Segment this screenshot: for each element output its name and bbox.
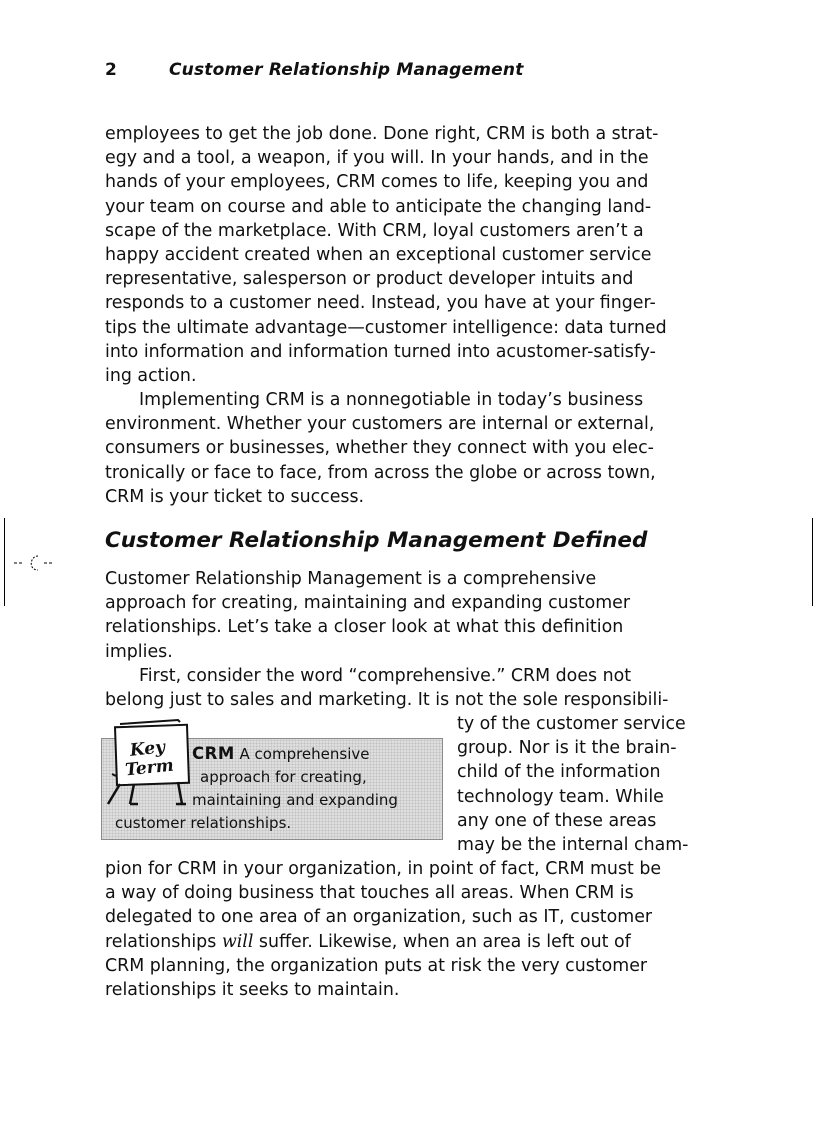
text-line: egy and a tool, a weapon, if you will. In your hands, and in the bbox=[105, 148, 649, 169]
running-head bbox=[105, 60, 524, 80]
emphasis-before: relationships bbox=[105, 931, 222, 952]
paragraph-intro bbox=[105, 122, 667, 509]
emphasis-word: will bbox=[221, 931, 254, 952]
text-line: employees to get the job done. Done right, CRM is both a strat- bbox=[105, 124, 659, 144]
text-line: relationships. Let’s take a closer look at what this definition bbox=[105, 617, 624, 638]
text-line: delegated to one area of an organization, such as IT, customer bbox=[105, 907, 653, 928]
text-line: pion for CRM in your organization, in point of fact, CRM must be bbox=[105, 859, 662, 879]
crop-mark-right bbox=[812, 518, 813, 606]
text-line: responds to a customer need. Instead, you have at your finger- bbox=[105, 293, 656, 314]
text-line: relationships it seeks to maintain. bbox=[105, 979, 400, 1000]
key-term-badge-line2: Term bbox=[124, 755, 175, 781]
text-line: tronically or face to face, from across the globe or across town, bbox=[105, 462, 656, 483]
paragraph-definition bbox=[105, 567, 668, 712]
text-line: implies. bbox=[105, 641, 173, 662]
key-term-definition-1: A comprehensive bbox=[234, 745, 370, 763]
text-line: technology team. While bbox=[457, 786, 664, 807]
text-line: CRM planning, the organization puts at risk the very customer bbox=[105, 955, 648, 976]
paragraph-wrapped-column bbox=[457, 712, 688, 857]
text-line: group. Nor is it the brain- bbox=[457, 738, 677, 759]
text-line: First, consider the word “comprehensive.” CRM does not bbox=[139, 665, 632, 686]
emphasis-after: suffer. Likewise, when an area is left out of bbox=[253, 931, 631, 952]
text-line: Implementing CRM is a nonnegotiable in today’s business bbox=[139, 390, 644, 411]
section-heading: Customer Relationship Management Defined bbox=[105, 528, 648, 553]
text-line: hands of your employees, CRM comes to life, keeping you and bbox=[105, 172, 649, 193]
running-title: Customer Relationship Management bbox=[169, 60, 524, 80]
key-term-badge-line1: Key bbox=[128, 737, 166, 761]
key-term-line1 bbox=[192, 743, 370, 765]
text-line: Customer Relationship Management is a comprehensive bbox=[105, 569, 597, 589]
text-line: child of the information bbox=[457, 762, 661, 783]
text-line: belong just to sales and marketing. It is not the sole responsibili- bbox=[105, 689, 669, 710]
registration-mark-icon bbox=[8, 550, 58, 576]
paragraph-after-box bbox=[105, 857, 661, 1002]
text-line: approach for creating, maintaining and expanding customer bbox=[105, 593, 631, 614]
text-line: environment. Whether your customers are internal or external, bbox=[105, 414, 655, 435]
text-line: scape of the marketplace. With CRM, loyal customers aren’t a bbox=[105, 220, 644, 241]
text-line: happy accident created when an exceptional customer service bbox=[105, 244, 652, 265]
key-term-word: CRM bbox=[192, 744, 235, 763]
text-line: any one of these areas bbox=[457, 810, 657, 831]
text-line: ty of the customer service bbox=[457, 714, 686, 734]
text-line: consumers or businesses, whether they connect with you elec- bbox=[105, 438, 654, 459]
page-number: 2 bbox=[105, 60, 118, 80]
text-line: representative, salesperson or product developer intuits and bbox=[105, 269, 634, 290]
key-term-definition-2: approach for creating, bbox=[200, 768, 367, 786]
text-line: may be the internal cham- bbox=[457, 834, 689, 855]
text-line: into information and information turned into acustomer-satisfy- bbox=[105, 341, 656, 362]
text-line: CRM is your ticket to success. bbox=[105, 486, 365, 507]
text-line: your team on course and able to anticipate the changing land- bbox=[105, 196, 652, 217]
key-term-easel-icon bbox=[100, 718, 192, 806]
text-line-emphasis bbox=[105, 930, 661, 954]
key-term-definition-4: customer relationships. bbox=[115, 814, 292, 832]
text-line: ing action. bbox=[105, 365, 197, 386]
text-line: tips the ultimate advantage—customer intelligence: data turned bbox=[105, 317, 667, 338]
key-term-definition-3: maintaining and expanding bbox=[192, 791, 398, 809]
text-line: a way of doing business that touches all areas. When CRM is bbox=[105, 883, 634, 904]
crop-mark-left bbox=[4, 518, 5, 606]
